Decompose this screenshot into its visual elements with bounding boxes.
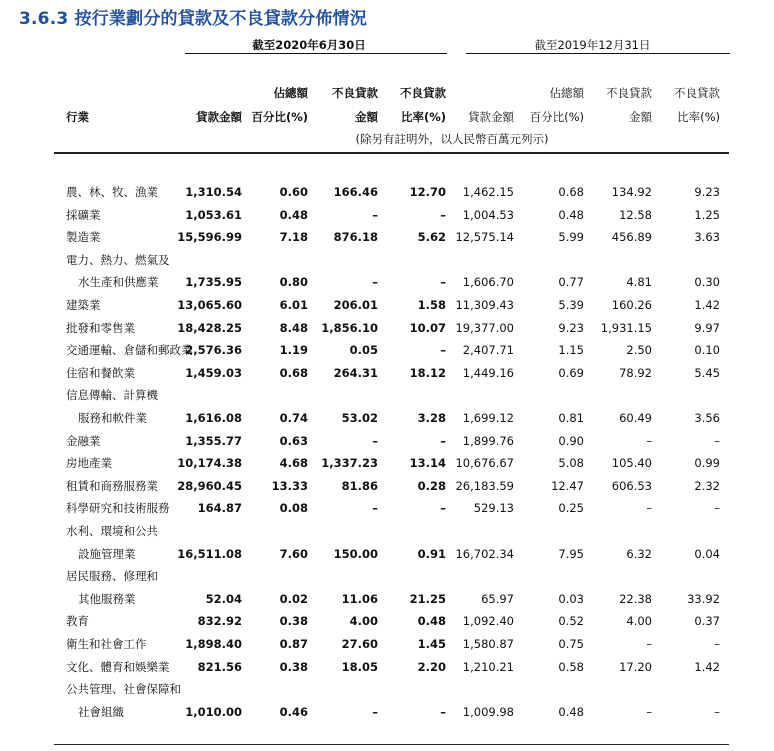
value-cell: 19,377.00 <box>455 320 514 335</box>
value-cell: 606.53 <box>611 478 652 493</box>
industry-label: 水利、環境和公共 <box>66 524 158 538</box>
value-cell: 12.70 <box>409 185 446 199</box>
value-cell: 9.23 <box>558 320 584 335</box>
table-row <box>0 497 774 520</box>
value-cell: – <box>440 433 446 448</box>
value-cell: 12.47 <box>551 478 584 493</box>
value-cell: 206.01 <box>333 298 378 312</box>
value-cell: 26,183.59 <box>455 478 514 493</box>
industry-label: 居民服務、修理和 <box>66 569 158 584</box>
value-cell: 150.00 <box>333 546 378 561</box>
value-cell: 27.60 <box>341 637 378 651</box>
industry-label: 服務和軟件業 <box>78 411 147 425</box>
value-cell: 0.48 <box>279 207 308 222</box>
value-cell: 2,407.71 <box>462 343 514 358</box>
value-cell: 821.56 <box>197 659 242 674</box>
value-cell: – <box>440 501 446 516</box>
table-row <box>0 407 774 430</box>
industry-label: 批發和零售業 <box>66 320 135 335</box>
value-cell: 0.63 <box>279 433 308 448</box>
value-cell: 164.87 <box>197 501 242 516</box>
value-cell: – <box>714 704 720 719</box>
value-cell: 5.08 <box>558 456 584 471</box>
value-cell: 16,702.34 <box>455 546 514 561</box>
value-cell: 1,010.00 <box>185 704 242 719</box>
value-cell: 1,931.15 <box>600 320 652 335</box>
value-cell: 1,053.61 <box>185 207 242 222</box>
value-cell: 166.46 <box>333 185 378 199</box>
npl-2020-header-line2: 金額 <box>355 110 378 124</box>
value-cell: 7.95 <box>558 546 584 561</box>
table-row <box>0 317 774 340</box>
value-cell: 18,428.25 <box>177 320 242 335</box>
value-cell: – <box>646 501 652 516</box>
value-cell: 1,210.21 <box>462 659 514 674</box>
period-2020-underline <box>185 53 447 54</box>
value-cell: 9.97 <box>694 320 720 335</box>
share-2020-header-line2: 百分比(%) <box>251 110 308 124</box>
value-cell: 33.92 <box>687 591 720 606</box>
table-row <box>0 520 774 543</box>
value-cell: 1,355.77 <box>185 433 242 448</box>
value-cell: 60.49 <box>619 411 652 425</box>
value-cell: 0.80 <box>279 275 308 290</box>
value-cell: 1.19 <box>279 343 308 358</box>
value-cell: 17.20 <box>619 659 652 674</box>
value-cell: 0.38 <box>279 659 308 674</box>
value-cell: 0.10 <box>694 343 720 358</box>
value-cell: 22.38 <box>619 591 652 606</box>
value-cell: 0.58 <box>558 659 584 674</box>
table-row <box>0 475 774 498</box>
npl-2020-header-line1: 不良貸款 <box>332 86 378 100</box>
value-cell: 5.39 <box>558 298 584 312</box>
industry-header: 行業 <box>66 110 89 124</box>
industry-label: 交通運輸、倉儲和郵政業 <box>66 343 193 358</box>
value-cell: 1,092.40 <box>462 614 514 629</box>
value-cell: – <box>440 275 446 290</box>
industry-label: 房地產業 <box>66 456 112 471</box>
industry-label: 衛生和社會工作 <box>66 637 147 651</box>
industry-label: 住宿和餐飲業 <box>66 365 135 380</box>
npl-ratio-2019-header-line2: 比率(%) <box>677 110 720 124</box>
table-row <box>0 226 774 249</box>
table-row <box>0 181 774 204</box>
value-cell: 10,676.67 <box>455 456 514 471</box>
value-cell: 1,337.23 <box>321 456 378 471</box>
value-cell: 3.56 <box>694 411 720 425</box>
value-cell: 21.25 <box>409 591 446 606</box>
value-cell: 0.46 <box>279 704 308 719</box>
industry-label: 社會組織 <box>78 704 124 719</box>
value-cell: 0.87 <box>279 637 308 651</box>
unit-note: (除另有註明外，以人民幣百萬元列示) <box>355 132 549 146</box>
value-cell: 264.31 <box>333 365 378 380</box>
value-cell: 1,898.40 <box>185 637 242 651</box>
value-cell: 10.07 <box>409 320 446 335</box>
npl-ratio-2020-header-line2: 比率(%) <box>400 110 446 124</box>
table-row <box>0 633 774 656</box>
table-row <box>0 430 774 453</box>
value-cell: 2.32 <box>694 478 720 493</box>
value-cell: 12,575.14 <box>455 230 514 245</box>
value-cell: 0.68 <box>279 365 308 380</box>
table-row <box>0 339 774 362</box>
value-cell: 1.15 <box>558 343 584 358</box>
value-cell: 18.05 <box>341 659 378 674</box>
value-cell: 1,580.87 <box>462 637 514 651</box>
value-cell: 78.92 <box>619 365 652 380</box>
value-cell: 6.32 <box>626 546 652 561</box>
value-cell: 0.60 <box>279 185 308 199</box>
value-cell: 0.77 <box>558 275 584 290</box>
share-2020-header-line1: 佔總額 <box>273 86 308 100</box>
header-rule <box>54 152 729 154</box>
value-cell: 0.08 <box>279 501 308 516</box>
value-cell: – <box>714 637 720 651</box>
value-cell: 0.04 <box>694 546 720 561</box>
value-cell: 0.30 <box>694 275 720 290</box>
value-cell: – <box>372 704 378 719</box>
value-cell: – <box>440 343 446 358</box>
value-cell: 0.25 <box>558 501 584 516</box>
value-cell: 4.68 <box>279 456 308 471</box>
value-cell: 52.04 <box>205 591 242 606</box>
industry-label: 農、林、牧、漁業 <box>66 185 158 199</box>
industry-label: 信息傳輸、計算機 <box>66 388 158 403</box>
value-cell: 5.99 <box>558 230 584 245</box>
value-cell: 6.01 <box>279 298 308 312</box>
table-row <box>0 249 774 272</box>
value-cell: 1,606.70 <box>462 275 514 290</box>
npl-ratio-2019-header-line1: 不良貸款 <box>674 86 720 100</box>
value-cell: 134.92 <box>611 185 652 199</box>
table-row <box>0 678 774 701</box>
industry-label: 教育 <box>66 614 89 629</box>
value-cell: 0.37 <box>694 614 720 629</box>
value-cell: 0.68 <box>558 185 584 199</box>
value-cell: 1.45 <box>417 637 446 651</box>
table-row <box>0 294 774 317</box>
value-cell: – <box>646 704 652 719</box>
value-cell: 0.69 <box>558 365 584 380</box>
value-cell: 11.06 <box>341 591 378 606</box>
industry-label: 其他服務業 <box>78 591 136 606</box>
value-cell: – <box>646 637 652 651</box>
industry-label: 科學研究和技術服務 <box>66 501 170 516</box>
npl-2019-header-line1: 不良貸款 <box>606 86 652 100</box>
value-cell: 1,616.08 <box>185 411 242 425</box>
period-2019-header: 截至2019年12月31日 <box>534 38 651 52</box>
value-cell: 876.18 <box>333 230 378 245</box>
bottom-rule <box>54 744 729 745</box>
value-cell: 0.28 <box>417 478 446 493</box>
table-row <box>0 384 774 407</box>
table-row <box>0 543 774 566</box>
table-row <box>0 452 774 475</box>
value-cell: 4.00 <box>349 614 378 629</box>
value-cell: 0.75 <box>558 637 584 651</box>
value-cell: 0.99 <box>694 456 720 471</box>
value-cell: 1,699.12 <box>462 411 514 425</box>
value-cell: 11,309.43 <box>455 298 514 312</box>
npl-2019-header-line2: 金額 <box>629 110 652 124</box>
value-cell: 15,596.99 <box>177 230 242 245</box>
value-cell: 105.40 <box>611 456 652 471</box>
value-cell: 1,449.16 <box>462 365 514 380</box>
value-cell: – <box>440 207 446 222</box>
value-cell: 13.33 <box>271 478 308 493</box>
table-row <box>0 610 774 633</box>
table-row <box>0 588 774 611</box>
loan-2019-header: 貸款金額 <box>468 110 514 124</box>
value-cell: 0.90 <box>558 433 584 448</box>
value-cell: 13,065.60 <box>177 298 242 312</box>
value-cell: – <box>714 433 720 448</box>
industry-label: 製造業 <box>66 230 101 245</box>
value-cell: 0.05 <box>349 343 378 358</box>
value-cell: 1,009.98 <box>462 704 514 719</box>
value-cell: 1,735.95 <box>185 275 242 290</box>
value-cell: 3.28 <box>417 411 446 425</box>
value-cell: 832.92 <box>197 614 242 629</box>
table-row <box>0 362 774 385</box>
value-cell: 7.18 <box>279 230 308 245</box>
value-cell: 1,462.15 <box>462 185 514 199</box>
industry-label: 採礦業 <box>66 207 101 222</box>
value-cell: – <box>646 433 652 448</box>
value-cell: 0.81 <box>558 411 584 425</box>
value-cell: 529.13 <box>473 501 514 516</box>
value-cell: 0.03 <box>558 591 584 606</box>
value-cell: 1.25 <box>694 207 720 222</box>
period-2019-underline <box>466 53 730 54</box>
value-cell: 9.23 <box>694 185 720 199</box>
industry-label: 電力、熱力、燃氣及 <box>66 252 170 267</box>
table-row <box>0 656 774 679</box>
table-row <box>0 701 774 724</box>
value-cell: 160.26 <box>611 298 652 312</box>
industry-label: 文化、體育和娛樂業 <box>66 659 170 674</box>
value-cell: – <box>714 501 720 516</box>
value-cell: 65.97 <box>481 591 514 606</box>
share-2019-header-line2: 百分比(%) <box>529 110 584 124</box>
value-cell: – <box>440 704 446 719</box>
value-cell: 5.45 <box>694 365 720 380</box>
value-cell: 10,174.38 <box>177 456 242 471</box>
value-cell: 0.74 <box>279 411 308 425</box>
value-cell: – <box>372 207 378 222</box>
period-2020-header: 截至2020年6月30日 <box>252 38 366 52</box>
value-cell: 1,310.54 <box>185 185 242 199</box>
value-cell: 7.60 <box>279 546 308 561</box>
table-row <box>0 565 774 588</box>
value-cell: 1,004.53 <box>462 207 514 222</box>
value-cell: 1,856.10 <box>321 320 378 335</box>
value-cell: 81.86 <box>341 478 378 493</box>
value-cell: 8.48 <box>279 320 308 335</box>
industry-label: 水生產和供應業 <box>78 275 159 290</box>
value-cell: 1,459.03 <box>185 365 242 380</box>
npl-ratio-2020-header-line1: 不良貸款 <box>400 86 446 100</box>
value-cell: 18.12 <box>409 365 446 380</box>
value-cell: 28,960.45 <box>177 478 242 493</box>
value-cell: 1.42 <box>694 659 720 674</box>
value-cell: 1.42 <box>694 298 720 312</box>
value-cell: – <box>372 275 378 290</box>
industry-label: 公共管理、社會保障和 <box>66 682 181 697</box>
value-cell: 0.38 <box>279 614 308 629</box>
value-cell: 0.91 <box>417 546 446 561</box>
value-cell: 53.02 <box>341 411 378 425</box>
value-cell: 456.89 <box>611 230 652 245</box>
industry-label: 金融業 <box>66 433 101 448</box>
value-cell: – <box>372 433 378 448</box>
value-cell: 5.62 <box>417 230 446 245</box>
loan-2020-header: 貸款金額 <box>196 110 242 124</box>
value-cell: – <box>372 501 378 516</box>
industry-label: 租賃和商務服務業 <box>66 478 158 493</box>
value-cell: 3.63 <box>694 230 720 245</box>
industry-label: 建築業 <box>66 298 101 312</box>
value-cell: 0.02 <box>279 591 308 606</box>
industry-label: 設施管理業 <box>78 546 136 561</box>
value-cell: 0.48 <box>558 207 584 222</box>
value-cell: 2,576.36 <box>185 343 242 358</box>
value-cell: 1.58 <box>417 298 446 312</box>
value-cell: 16,511.08 <box>177 546 242 561</box>
value-cell: 1,899.76 <box>462 433 514 448</box>
value-cell: 0.52 <box>558 614 584 629</box>
value-cell: 4.00 <box>626 614 652 629</box>
table-row <box>0 271 774 294</box>
value-cell: 4.81 <box>626 275 652 290</box>
value-cell: 0.48 <box>417 614 446 629</box>
value-cell: 2.50 <box>626 343 652 358</box>
table-row <box>0 204 774 227</box>
value-cell: 0.48 <box>558 704 584 719</box>
value-cell: 13.14 <box>409 456 446 471</box>
value-cell: 12.58 <box>619 207 652 222</box>
section-title: 3.6.3 按行業劃分的貸款及不良貸款分佈情況 <box>19 9 367 29</box>
share-2019-header-line1: 佔總額 <box>549 86 584 100</box>
value-cell: 2.20 <box>417 659 446 674</box>
